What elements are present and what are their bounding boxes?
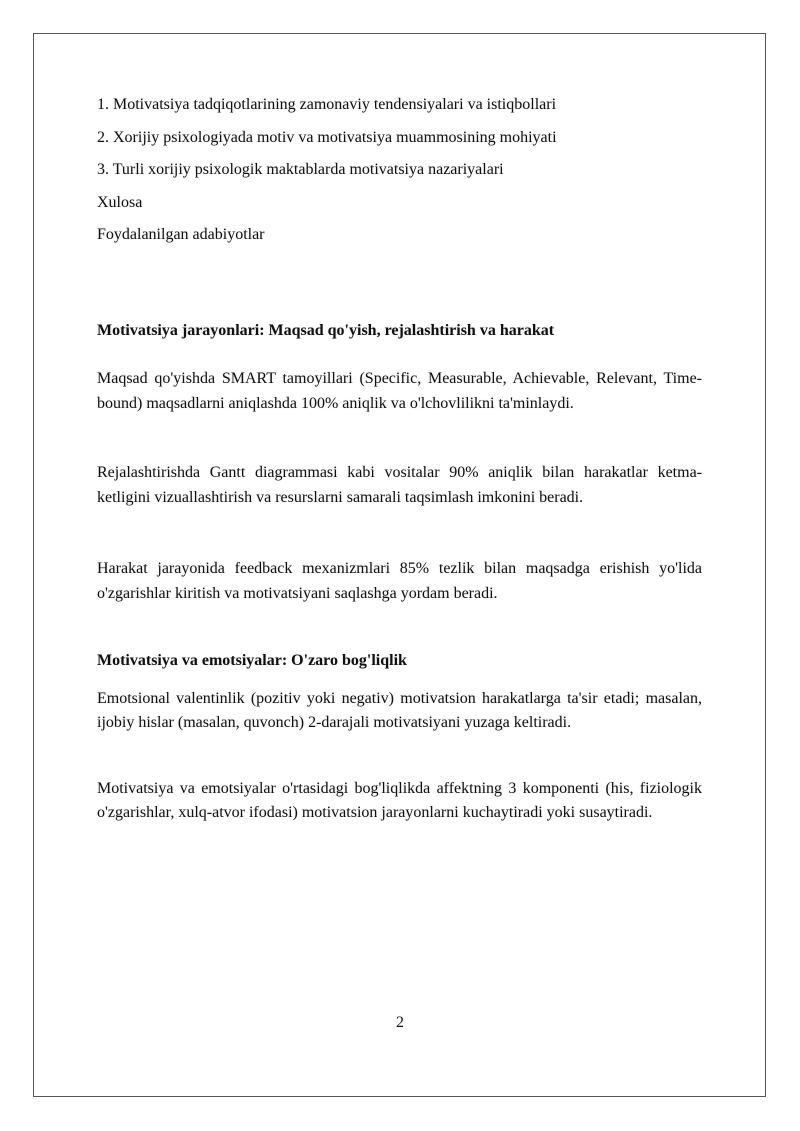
toc-item: 1. Motivatsiya tadqiqotlarining zamonaviy tendensiyalari va istiqbollari — [97, 96, 557, 113]
toc-item: 3. Turli xorijiy psixologik maktablarda motivatsiya nazariyalari — [97, 161, 504, 178]
page-number: 2 — [396, 1014, 404, 1031]
paragraph: Emotsional valentinlik (pozitiv yoki negativ) motivatsion harakatlarga ta'sir etadi; masalan, ijobiy hislar (masalan, quvonch) 2-darajali motivatsiyani yuzaga keltiradi. — [97, 689, 702, 731]
toc-item: Foydalanilgan adabiyotlar — [97, 226, 265, 243]
toc-item: Xulosa — [97, 193, 143, 211]
page-content — [97, 93, 702, 826]
section-heading: Motivatsiya va emotsiyalar: O'zaro bog'liqlik — [97, 652, 407, 669]
toc-item: 2. Xorijiy psixologiyada motiv va motivatsiya muammosining mohiyati — [97, 128, 557, 146]
paragraph: Rejalashtirishda Gantt diagrammasi kabi vositalar 90% aniqlik bilan harakatlar ketma-ketligini vizuallashtirish va resurslarni samarali taqsimlash imkonini beradi. — [97, 464, 702, 506]
paragraph: Maqsad qo'yishda SMART tamoyillari (Specific, Measurable, Achievable, Relevant, Time-bound) maqsadlarni aniqlashda 100% aniqlik va o'lchovlilikni ta'minlaydi. — [97, 370, 702, 412]
paragraph: Motivatsiya va emotsiyalar o'rtasidagi bog'liqlikda affektning 3 komponenti (his, fiziologik o'zgarishlar, xulq-atvor ifodasi) motivatsion jarayonlarni kuchaytiradi yoki susaytiradi. — [97, 779, 702, 821]
table-of-contents — [97, 93, 702, 248]
paragraph: Harakat jarayonida feedback mexanizmlari 85% tezlik bilan maqsadga erishish yo'lida o'zgarishlar kiritish va motivatsiyani saqlashga yordam beradi. — [97, 560, 702, 602]
section-heading: Motivatsiya jarayonlari: Maqsad qo'yish, rejalashtirish va harakat — [97, 321, 555, 339]
